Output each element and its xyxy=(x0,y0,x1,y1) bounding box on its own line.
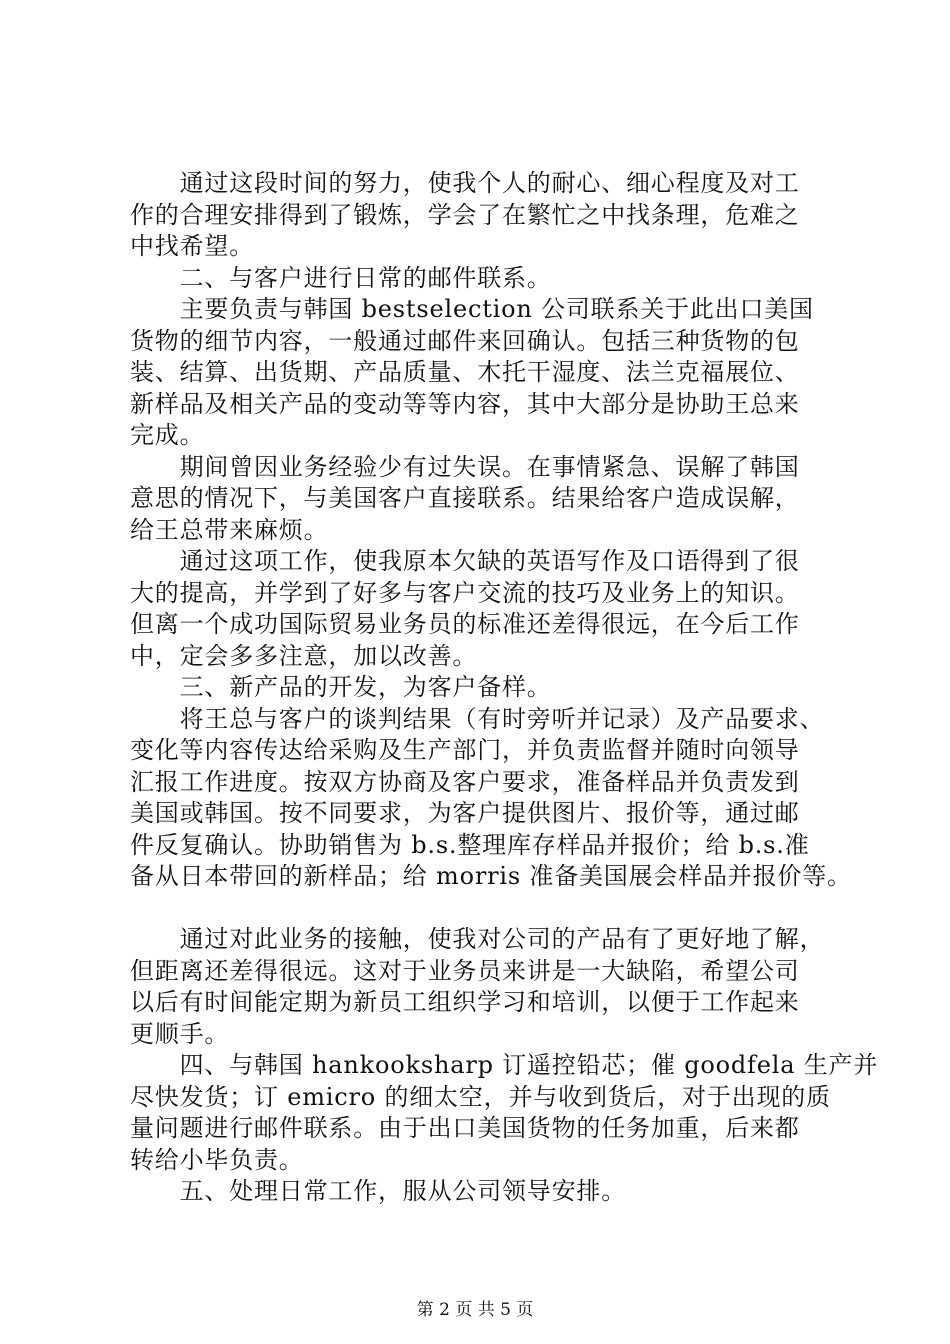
text-line: 中找希望。 xyxy=(130,232,254,260)
text-line: 通过对此业务的接触，使我对公司的产品有了更好地了解， xyxy=(130,925,825,953)
text-line: 件反复确认。协助销售为 b.s.整理库存样品并报价；给 b.s.准 xyxy=(130,830,810,859)
text-line: 将王总与客户的谈判结果（有时旁听并记录）及产品要求、 xyxy=(130,704,825,733)
text-line: 但距离还差得很远。这对于业务员来讲是一大缺陷，希望公司 xyxy=(130,956,800,985)
section-heading: 二、与客户进行日常的邮件联系。 xyxy=(130,263,552,292)
text-line: 大的提高，并学到了好多与客户交流的技巧及业务上的知识。 xyxy=(130,578,800,607)
text-line: 作的合理安排得到了锻炼，学会了在繁忙之中找条理，危难之 xyxy=(130,200,800,229)
text-line: 新样品及相关产品的变动等等内容，其中大部分是协助王总来 xyxy=(130,389,800,418)
text-line: 完成。 xyxy=(130,421,205,449)
text-line: 中，定会多多注意，加以改善。 xyxy=(130,641,478,670)
text-line: 以后有时间能定期为新员工组织学习和培训，以便于工作起来 xyxy=(130,988,800,1016)
text-line: 给王总带来麻烦。 xyxy=(130,515,329,544)
text-line: 量问题进行邮件联系。由于出口美国货物的任务加重，后来都 xyxy=(130,1114,800,1142)
section-heading: 三、新产品的开发，为客户备样。 xyxy=(130,673,552,701)
text-line: 货物的细节内容，一般通过邮件来回确认。包括三种货物的包 xyxy=(130,326,800,355)
text-line: 主要负责与韩国 bestselection 公司联系关于此出口美国 xyxy=(130,295,814,323)
section-heading: 五、处理日常工作，服从公司领导安排。 xyxy=(130,1177,626,1205)
section-heading: 四、与韩国 hankooksharp 订遥控铅芯；催 goodfela 生产并 xyxy=(130,1051,879,1079)
text-line: 转给小毕负责。 xyxy=(130,1145,304,1174)
text-line: 变化等内容传达给采购及生产部门，并负责监督并随时向领导 xyxy=(130,736,800,764)
text-line: 意思的情况下，与美国客户直接联系。结果给客户造成误解， xyxy=(130,484,800,512)
text-line: 汇报工作进度。按双方协商及客户要求，准备样品并负责发到 xyxy=(130,767,800,796)
page-number-footer: 第 2 页 共 5 页 xyxy=(416,1300,534,1320)
text-line: 备从日本带回的新样品；给 morris 准备美国展会样品并报价等。 xyxy=(130,862,852,890)
text-line: 更顺手。 xyxy=(130,1019,230,1048)
paragraph-gap xyxy=(130,893,835,925)
text-line: 但离一个成功国际贸易业务员的标准还差得很远，在今后工作 xyxy=(130,610,800,638)
text-line: 装、结算、出货期、产品质量、木托干湿度、法兰克福展位、 xyxy=(130,358,800,386)
text-line: 期间曾因业务经验少有过失误。在事情紧急、误解了韩国 xyxy=(130,452,800,481)
document-body xyxy=(130,168,879,1208)
text-line: 通过这段时间的努力，使我个人的耐心、细心程度及对工 xyxy=(130,169,800,197)
text-line: 通过这项工作，使我原本欠缺的英语写作及口语得到了很 xyxy=(130,547,800,575)
text-line: 尽快发货；订 emicro 的细太空，并与收到货后，对于出现的质 xyxy=(130,1082,831,1111)
text-line: 美国或韩国。按不同要求，为客户提供图片、报价等，通过邮 xyxy=(130,799,800,827)
